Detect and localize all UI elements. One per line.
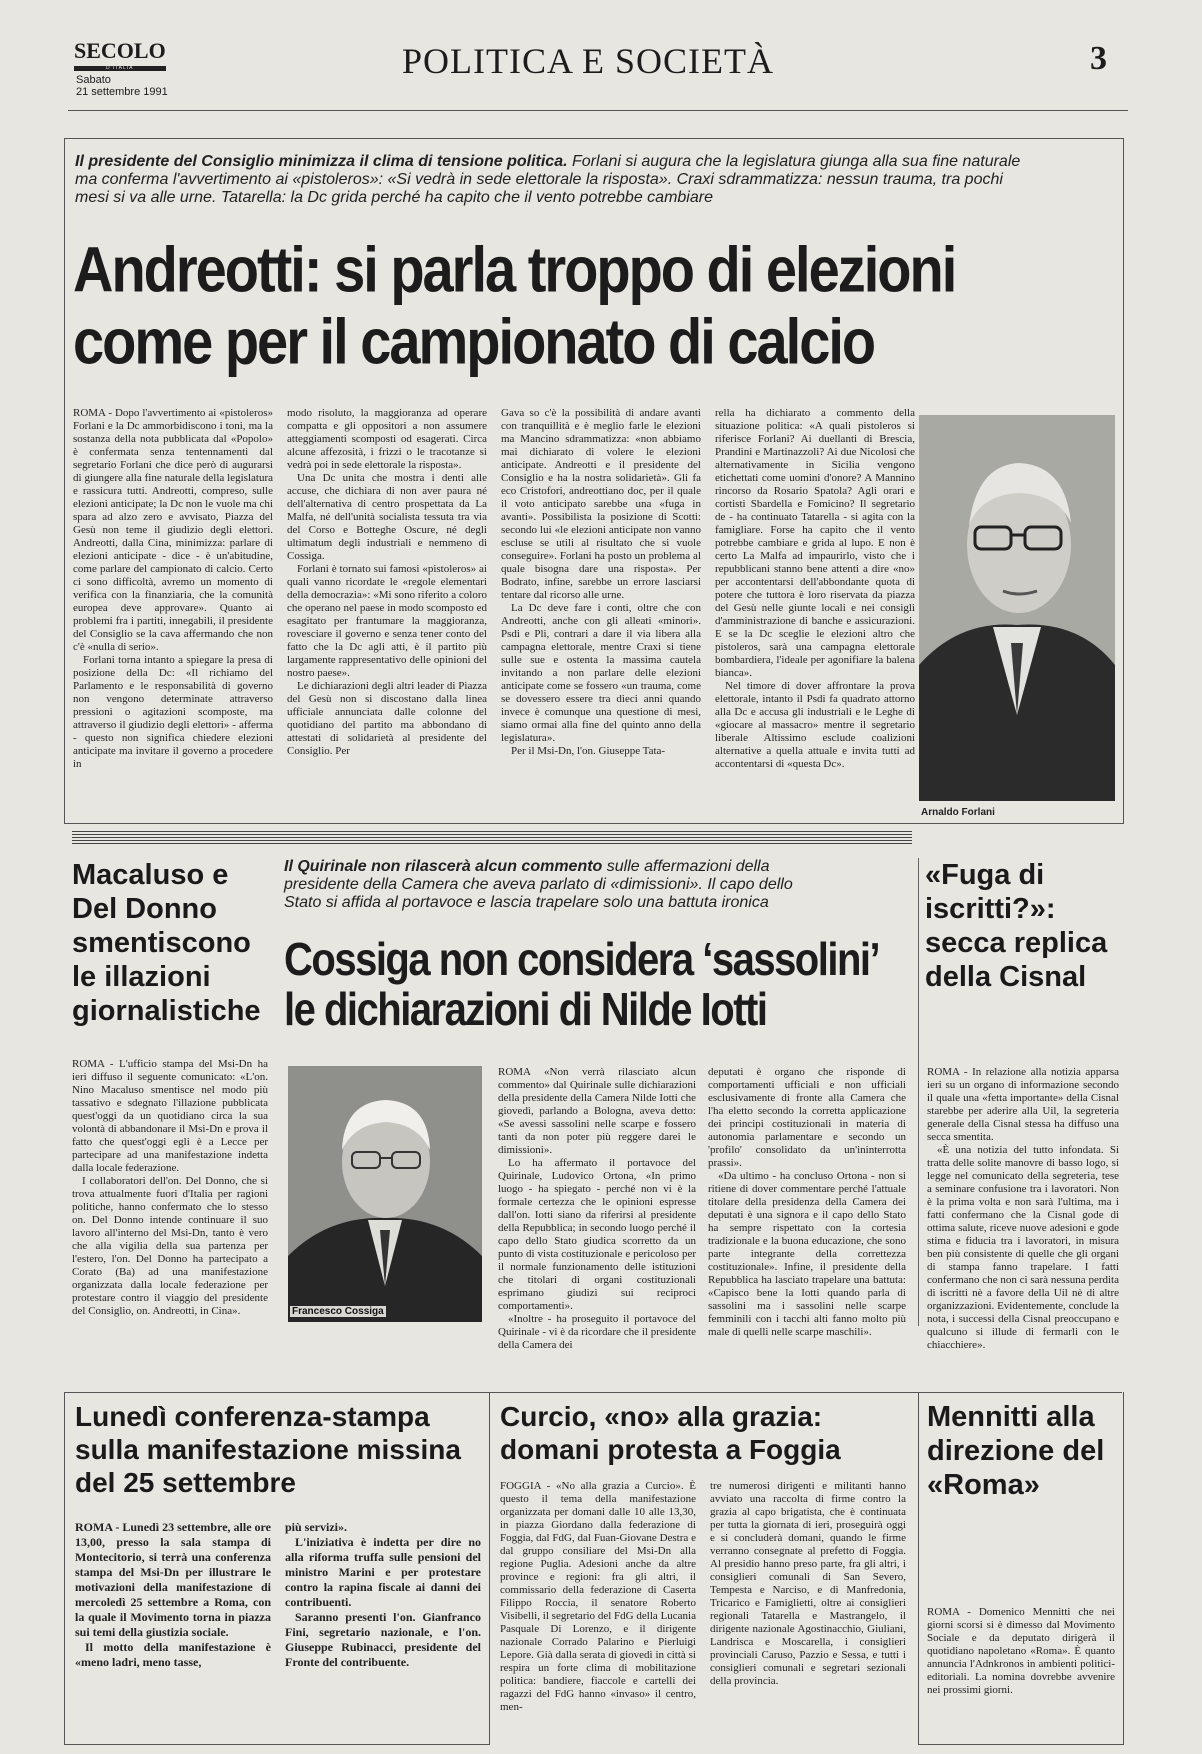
fuga-paragraph: ROMA - In relazione alla notizia apparsa ieri su un organo di informazione secondo il quale una «fetta importante» della Cisnal starebbe per aderire alla Uil, la segreteria generale della Cisnal stessa ha diffuso una secca smentita. [927, 1066, 1119, 1143]
cossiga-paragraph: «Da ultimo - ha concluso Ortona - non si ritiene di dover commentare perché l'attuale titolare della presidenza della Camera dei deputati è una signora e il capo dello Stato ha sempre rispettato con la cortesia tradizionale e la buona educazione, che sono parte integrante della correttezza costituzionale». Infine, il presidente della Repubblica ha lasciato trapelare una battuta: «Capisco bene la Iotti quando parla di sassolini ma i sassolini nelle scarpe femminili con i tacchi alti fanno molto più male di quelli nelle scarpe maschili». [708, 1170, 906, 1338]
logo: SECOLO [74, 38, 166, 63]
curcio-story [494, 1392, 912, 1744]
lead-paragraph: Forlani torna intanto a spiegare la presa di posizione della Dc: «Il richiamo del Parlamento e le responsabilità di governo non vengono determinate attraverso pressioni o agitazioni scomposte, ma attraverso il giudizio degli elettori» - afferma - questo non significa chiedere elezioni anticipate ma invitare il governo a procedere in [73, 654, 273, 770]
lead-headline-line-2: come per il campionato di calcio [73, 304, 875, 378]
macaluso-body [72, 1058, 268, 1320]
lead-paragraph: Nel timore di dover affrontare la prova elettorale, intanto il Psdi fa quadrato attorno alla Dc e accusa gli industriali e le Leghe di «giocare al massacro» mentre il segretario liberale Altissimo esclude coalizioni alternative a quella attuale e invita tutti ad accontentarsi di «questa Dc». [715, 680, 915, 770]
lunedi-paragraph: L'iniziativa è indetta per dire no alla riforma truffa sulle pensioni del ministro Marini e per protestare contro la rapina fiscale ai danni dei contribuenti. [285, 1535, 481, 1609]
fuga-headline: «Fuga di iscritti?»: secca replica della Cisnal [925, 859, 1108, 993]
macaluso-headline: Macaluso e Del Donno smentiscono le illazioni giornalistiche [72, 859, 261, 1027]
macaluso-paragraph: ROMA - L'ufficio stampa del Msi-Dn ha ieri diffuso il seguente comunicato: «L'on. Nino Macaluso smentisce nel modo più tassativo e sdegnato l'illazione pubblicata quest'oggi da un quotidiano circa la sua volontà di abbandonare il Msi-Dn e prova il fatto che quest'oggi egli è a Lecce per partecipare ad una manifestazione indetta dalla locale federazione. [72, 1058, 268, 1174]
cossiga-paragraph: Lo ha affermato il portavoce del Quirinale, Ludovico Ortona, «In primo luogo - ha spiegato - perché non vi è la formale certezza che le opinioni espresse dall'on. Iotti siano da riferirsi al presidente della Repubblica; in secondo luogo perché il capo dello Stato giudica scorretto da un punto di vista costituzionale e pericoloso per il normale funzionamento delle istituzioni che titolari di organi costituzionali esprimano giudizi sui reciproci comportamenti». [498, 1157, 696, 1312]
lead-paragraph: modo risoluto, la maggioranza ad operare compatta e gli oppositori a non assumere atteggiamenti scomposti od esagerati. Circa alcune affezosità, i frizzi o le tracotanze si vedrà poi in sede elettorale la risposta». [287, 407, 487, 471]
cossiga-caption: Francesco Cossiga [292, 1306, 384, 1317]
lunedi-column-1 [75, 1520, 271, 1742]
lead-column-4 [715, 407, 915, 815]
issue-date: 21 settembre 1991 [76, 86, 168, 98]
cossiga-paragraph: deputati è organo che risponde di comportamenti ufficiali e non ufficiali esclusivamente di fronte alla Camera che l'ha eletto secondo la corretta applicazione dei principi costituzionali in materia di autonomia parlamentare e secondo un 'profilo' consolidato da un'ininterrotta prassi». [708, 1066, 906, 1169]
lunedi-headline: Lunedì conferenza-stampa sulla manifestazione missina del 25 settembre [75, 1401, 461, 1498]
lead-paragraph: Forlani è tornato sui famosi «pistoleros» ai quali vanno ricordate le «regole elementari della democrazia»: «Mi sono riferito a coloro che operano nel paese in modo scomposto ed esagitato per frantumare la maggioranza, rovesciare il governo e senza tener conto del fatto che la Dc agli atti, è il partito più largamente rappresentativo delle opinioni del nostro paese». [287, 563, 487, 679]
fuga-story [918, 858, 1123, 1351]
lead-column-1 [73, 407, 273, 815]
lunedi-paragraph: Il motto della manifestazione è «meno ladri, meno tasse, [75, 1640, 271, 1669]
lunedi-story [64, 1392, 490, 1745]
lead-paragraph: rella ha dichiarato a commento della situazione politica: «A quali pistoleros si riferisce Forlani? Ai duellanti di Brescia, Prandini e Martinazzoli? Ai due Nicolosi che alternativamente in Sicilia vengono etichettati come uomini d'onore? A Mannino rincorso da Rosario Spatola? Agli orari e cortisti Sbardella e Fomicino? Il segretario de - ha continuato Tatarella - si agita con la famigliare. Forse ha capito che il vento potrebbe cambiare e grida al lupo. E non è certo La Malfa ad impaurirlo, visto che i repubblicani stanno bene attenti a dire «no» per accontentarsi dell'abbondante quota di potere che tuttora è loro riservata da piazza del Gesù nelle giunte locali e nei consigli d'amministrazione di banche e assicurazioni. E se la Dc sceglie le elezioni altro che pistoleros, sarà una campagna elettorale bombardiera, l'ideale per agonifiare la balena bianca». [715, 407, 915, 679]
logo-sub: D'ITALIA [106, 65, 134, 71]
masthead-rule [68, 110, 1128, 111]
cossiga-headline-line-1: Cossiga non considera ‘sassolini’ [284, 934, 880, 986]
cossiga-paragraph: «Inoltre - ha proseguito il portavoce del Quirinale - vi è da ricordare che il presidente della Camera dei [498, 1313, 696, 1351]
curcio-headline: Curcio, «no» alla grazia: domani protesta a Foggia [500, 1401, 841, 1465]
lead-headline-line-1: Andreotti: si parla troppo di elezioni [73, 232, 956, 306]
curcio-column-1 [500, 1480, 696, 1742]
lead-paragraph: Una Dc unita che mostra i denti alle accuse, che dichiara di non aver paura né dell'alternativa di centro prospettata da La Malfa, né dell'unità socialista tessuta tra via del Corso e Botteghe Oscure, né degli ultimatum degli industriali e nemmeno di Cossiga. [287, 472, 487, 562]
cossiga-story [284, 858, 914, 1351]
cossiga-kicker-rest: sulle affermazioni della presidente della Camera che aveva parlato di «dimissioni». Il capo dello Stato si affida al portavoce e lascia trapelare solo una battuta ironica [284, 858, 793, 911]
mennitti-headline: Mennitti alla direzione del «Roma» [927, 1401, 1105, 1501]
cossiga-column-2 [708, 1066, 906, 1338]
lunedi-paragraph: ROMA - Lunedì 23 settembre, alle ore 13,00, presso la sala stampa di Montecitorio, si terrà una conferenza stampa del Msi-Dn per illustrare le motivazioni della manifestazione di mercoledì 25 settembre a Roma, con la quale il Movimento torna in piazza sui temi della giustizia sociale. [75, 1520, 271, 1639]
section-title: POLITICA E SOCIETÀ [402, 41, 774, 81]
cossiga-portrait [288, 1066, 482, 1322]
fuga-body [927, 1066, 1119, 1351]
cossiga-kicker [284, 858, 804, 912]
lunedi-column-2 [285, 1520, 481, 1742]
curcio-paragraph: tre numerosi dirigenti e militanti hanno avviato una raccolta di firme contro la grazia al capo brigatista, che è continuata per tutta la giornata di ieri, proseguirà oggi e si concluderà domani, quando le firme verranno consegnate al prefetto di Foggia. Al presidio hanno preso parte, fra gli altri, i consiglieri comunali di San Severo, Tempesta e Narciso, e di Manfredonia, Tricarico e Famiglietti, oltre ai consiglieri regionali Tatarella e Mastrangelo, il dirigente nazionale Agostinacchio, Giuliani, Landrisca e Moscarella, i consiglieri provinciali Caruso, Pazzio e Sessa, e tutti i consiglieri comunali e segretari sezionali della provincia. [710, 1480, 906, 1687]
forlani-photo [919, 415, 1115, 801]
forlani-caption: Arnaldo Forlani [921, 807, 995, 818]
lunedi-paragraph: Saranno presenti l'on. Gianfranco Fini, segretario nazionale, e l'on. Giuseppe Rubinacci, presidente del Fronte del contribuente. [285, 1610, 481, 1669]
cossiga-headline-line-2: le dichiarazioni di Nilde Iotti [284, 984, 767, 1036]
cossiga-column-1 [498, 1066, 696, 1351]
curcio-column-2 [710, 1480, 906, 1742]
fuga-paragraph: «È una notizia del tutto infondata. Si tratta delle solite manovre di basso logo, si legge nel comunicato della segreteria, tese a seminare confusione tra i lavoratori. Non è la prima volta e non sarà l'ultima, ma i fatti confermano che la Cisnal gode di ottima salute, riceve nuove adesioni e gode stima e fiducia tra i lavoratori, in misura ben più consistente di quelle che gli organi di stampa fanno trapelare. I fatti confermano che non ci sarà nessuna perdita di iscritti nè a favore della Uil nè di altre organizzazioni. Evidentemente, conclude la nota, i successi della Cisnal preoccupano e qualcuno si illude di fermarli con le chiacchiere». [927, 1144, 1119, 1351]
lead-story [64, 138, 1124, 824]
lead-kicker-bold: Il presidente del Consiglio minimizza il clima di tensione politica. [75, 153, 568, 170]
issue-day: Sabato [76, 74, 111, 86]
macaluso-paragraph: I collaboratori dell'on. Del Donno, che si trova attualmente fuori d'Italia per ragioni politiche, hanno confermato che lo stesso on. Del Donno intende continuare il suo lavoro all'interno del Msi-Dn, tanto è vero che alla vigilia della sua partenza per l'estero, l'on. Del Donno ha partecipato a Corato (Ba) ad una manifestazione organizzata dalla locale federazione per protestare contro il viaggio del presidente del Consiglio, on. Andreotti, in Cina». [72, 1175, 268, 1317]
mennitti-paragraph: ROMA - Domenico Mennitti che nei giorni scorsi si è dimesso dal Movimento Sociale e da deputato dirigerà il quotidiano napoletano «Roma». È quanto annuncia l'Adnkronos in ambienti politici-editoriali. La nomina dovrebbe avvenire nei prossimi giorni. [927, 1606, 1115, 1696]
lead-paragraph: ROMA - Dopo l'avvertimento ai «pistoleros» Forlani e la Dc ammorbidiscono i toni, ma la sostanza della nota pubblicata dal «Popolo» è confermata senza tentennamenti dal segretario Forlani che dice però di augurarsi di giungere alla fine naturale della legislatura e rassicura tutti. Andreotti, compreso, sulle elezioni anticipate; la Dc non le vuole ma chi spara ad alzo zero e avvisato, Piazza del Gesù non teme il giudizio degli elettori. Andreotti, dalla Cina, minimizza: parlare di elezioni anticipate - dice - è un'abitudine, come parlare del campionato di calcio. Certo ci sono difficoltà, avremo un momento di verifica con la finanziaria, che la comunità europea deve approvare». Quanto ai problemi fra i partiti, innegabili, il presidente del Consiglio se la cava affermando che non c'è «nulla di serio». [73, 407, 273, 653]
cossiga-kicker-bold: Il Quirinale non rilascerà alcun commento [284, 858, 603, 875]
mennitti-body [927, 1606, 1115, 1742]
mennitti-story [918, 1392, 1124, 1745]
page-number: 3 [1090, 40, 1107, 77]
lead-kicker-rest: Forlani si augura che la legislatura giunga alla sua fine naturale ma conferma l'avvertimento ai «pistoleros»: «Si vedrà in sede elettorale la risposta». Craxi sdrammatizza: nessun trauma, tra pochi mesi si va alle urne. Tatarella: la Dc grida perché ha capito che il vento potrebbe cambiare [75, 153, 1021, 206]
lead-paragraph: Per il Msi-Dn, l'on. Giuseppe Tata- [511, 745, 666, 757]
lunedi-paragraph: più servizi». [285, 1520, 347, 1534]
lead-kicker [75, 153, 1025, 207]
lead-paragraph: Gava so c'è la possibilità di andare avanti con tranquillità e è meglio farle le elezioni ma Mancino sdrammatizza: «non abbiamo mai dichiarato di volere le elezioni anticipate. Andreotti e il presidente del Consiglio e ha la nostra solidarietà». Gli fa eco Cristofori, andreottiano doc, per il quale il voto anticipato sarebbe una «fuga in avanti». Possibilista la posizione di Scotti: secondo lui «le elezioni anticipate non vanno escluse se utili al risultato che si vuole conseguire». Forlani ha posto un problema al quale bisogna dare una risposta». Per Bodrato, infine, sarebbe un errore lasciarsi tentare dal ricorso alle urne. [501, 407, 701, 601]
curcio-paragraph: FOGGIA - «No alla grazia a Curcio». È questo il tema della manifestazione organizzata per domani dalle 10 alle 13,30, in piazza Giordano dalla federazione di Foggia, dal FdG, dal Fuan-Giovane Destra e dal gruppo consiliare del Msi-Dn alla regione Puglia. Adesioni anche da altre province e regioni: fra gli altri, il commissario della federazione di Caserta Filippo Roccia, il senatore Roberto Visibelli, il segretario del FdG della Lucania Pasquale Di Lorenzo, e il dirigente nazionale Corrado Palarino e Pierluigi Lepore. Già dalla serata di giovedì in città si respira un forte clima di mobilitazione politica: bandiere, fiaccole e cartelli dei ragazzi del FdG hanno «invaso» il centro, men- [500, 1480, 696, 1713]
macaluso-story [72, 858, 272, 1318]
masthead [68, 36, 1128, 114]
lead-column-2 [287, 407, 487, 815]
section-divider [72, 830, 912, 844]
lead-paragraph: La Dc deve fare i conti, oltre che con Andreotti, anche con gli alleati «minori». Psdi e Pli, contrari a dare il via libera alla campagna elettorale, mentre Craxi si tiene sulle sue e ostenta la massima cautela invitando a non parlare delle elezioni anticipate come se fossero «un trauma, come se dovessero essere tra dieci anni quando invece è comunque una questione di mesi, siamo ormai alla fine del quinto anno della legislatura». [501, 602, 701, 744]
cossiga-paragraph: ROMA «Non verrà rilasciato alcun commento» dal Quirinale sulle dichiarazioni della presidente della Camera Nilde Iotti che giovedì, parlando a Bologna, aveva detto: «Se avessi sassolini nelle scarpe e fossero tanti da non poter più reggere darei le dimissioni». [498, 1066, 696, 1156]
forlani-portrait [919, 415, 1115, 801]
lead-paragraph: Le dichiarazioni degli altri leader di Piazza del Gesù non si discostano dalla linea ufficiale annunciata dalle colonne del quotidiano del partito ma abbondano di attestati di solidarietà al presidente del Consiglio. Per [287, 680, 487, 757]
cossiga-photo [288, 1066, 482, 1322]
lead-column-3 [501, 407, 701, 815]
